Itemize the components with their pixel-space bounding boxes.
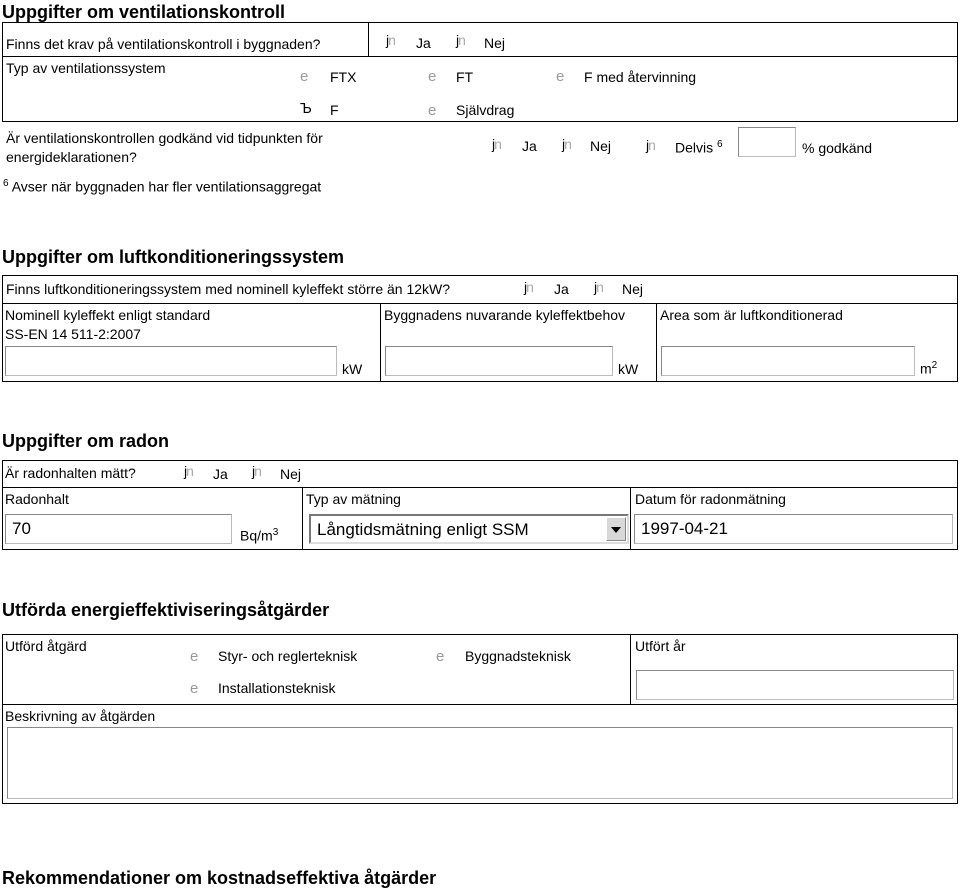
checkbox-self-draft[interactable]: e [428,102,437,119]
cooling-need-input[interactable] [385,346,613,376]
cooling-need-label: Byggnadens nuvarande kyleffektbehov [384,307,626,323]
radio-label-yes: Ja [522,138,537,154]
radon-date-input[interactable]: 1997-04-21 [634,514,953,544]
checkbox-ft[interactable]: e [428,68,437,85]
checkbox-control-technical[interactable]: e [190,648,199,665]
done-year-label: Utfört år [635,638,686,654]
radon-date-label: Datum för radonmätning [635,491,786,507]
recommendations-title: Rekommendationer om kostnadseffektiva åtgärder [2,868,437,888]
option-f-recovery: F med återvinning [584,69,697,85]
radon-level-input[interactable]: 70 [5,514,232,544]
percent-approved-input[interactable] [738,127,796,157]
nominal-cooling-label-line2: SS-EN 14 511-2:2007 [5,326,141,342]
option-building-technical: Byggnadsteknisk [465,648,571,664]
option-self-draft: Självdrag [456,102,515,118]
m2-unit: $m^2$ [920,360,938,377]
radio-radon-no[interactable]: jn [252,463,261,479]
aircon-area-label: Area som är luftkonditionerad [660,307,843,323]
divider [2,487,958,488]
checkbox-installation-technical[interactable]: e [190,680,199,697]
radio-aircon-yes[interactable]: jn [524,279,533,295]
ventilation-title: Uppgifter om ventilationskontroll [2,2,286,22]
radio-label-yes: Ja [416,35,431,51]
partial-label: Delvis $^6$ [675,139,723,156]
percent-approved-unit: % godkänd [802,140,873,156]
divider [656,303,657,382]
measurement-type-select[interactable] [309,514,629,544]
checkbox-f-checked[interactable]: Ъ [300,100,312,117]
footnote: $^6$ Avser när byggnaden har fler ventilationsaggregat [3,178,322,195]
chevron-down-icon[interactable] [606,517,626,541]
radio-label-no: Nej [622,281,644,297]
done-measure-label: Utförd åtgärd [5,638,87,654]
required-question: Finns det krav på ventilationskontroll i byggnaden? [6,36,321,52]
divider [2,704,958,705]
radio-required-no[interactable]: jn [456,32,465,48]
option-control-technical: Styr- och reglerteknisk [218,648,358,664]
description-textarea[interactable] [7,727,953,799]
radio-required-yes[interactable]: jn [386,32,395,48]
divider [630,487,631,550]
kw-unit: kW [618,361,639,377]
radio-label-yes: Ja [554,281,569,297]
option-installation-technical: Installationsteknisk [218,680,336,696]
radio-approved-no[interactable]: jn [562,136,571,152]
measurement-type-label: Typ av mätning [306,491,401,507]
radio-label-no: Nej [280,466,302,482]
bq-m3-unit: $Bq/m^3$ [240,527,279,544]
approved-question-line1: Är ventilationskontrollen godkänd vid tidpunkten för [6,130,323,146]
approved-question-line2: energideklarationen? [6,149,137,165]
kw-unit: kW [342,361,363,377]
radio-label-yes: Ja [213,466,228,482]
checkbox-f-recovery[interactable]: e [556,68,565,85]
done-year-input[interactable] [636,670,954,700]
radio-radon-yes[interactable]: jn [184,463,193,479]
measurement-type-value: Långtidsmätning enligt SSM [317,520,529,539]
radon-title: Uppgifter om radon [2,431,169,451]
nominal-cooling-label-line1: Nominell kyleffekt enligt standard [5,307,211,323]
aircon-title: Uppgifter om luftkonditioneringssystem [2,247,345,267]
radio-label-no: Nej [590,138,612,154]
divider [2,56,958,57]
radio-label-no: Nej [484,35,506,51]
divider [368,22,369,56]
aircon-area-input[interactable] [661,346,915,376]
radon-question: Är radonhalten mätt? [5,465,136,481]
divider [380,303,381,382]
system-type-label: Typ av ventilationssystem [6,60,166,76]
checkbox-ftx[interactable]: e [300,68,309,85]
checkbox-building-technical[interactable]: e [436,648,445,665]
measures-title: Utförda energieffektiviseringsåtgärder [2,600,330,620]
option-ft: FT [456,69,474,85]
aircon-question: Finns luftkonditioneringssystem med nominell kyleffekt större än 12kW? [6,281,451,297]
radio-aircon-no[interactable]: jn [594,279,603,295]
radio-approved-partial[interactable]: jn [646,137,655,153]
radio-approved-yes[interactable]: jn [492,136,501,152]
nominal-cooling-input[interactable] [5,346,337,376]
divider [2,303,958,304]
description-label: Beskrivning av åtgärden [5,708,156,724]
radon-level-label: Radonhalt [5,491,69,507]
divider [630,634,631,704]
divider [302,487,303,550]
option-ftx: FTX [330,69,357,85]
option-f: F [330,102,339,118]
